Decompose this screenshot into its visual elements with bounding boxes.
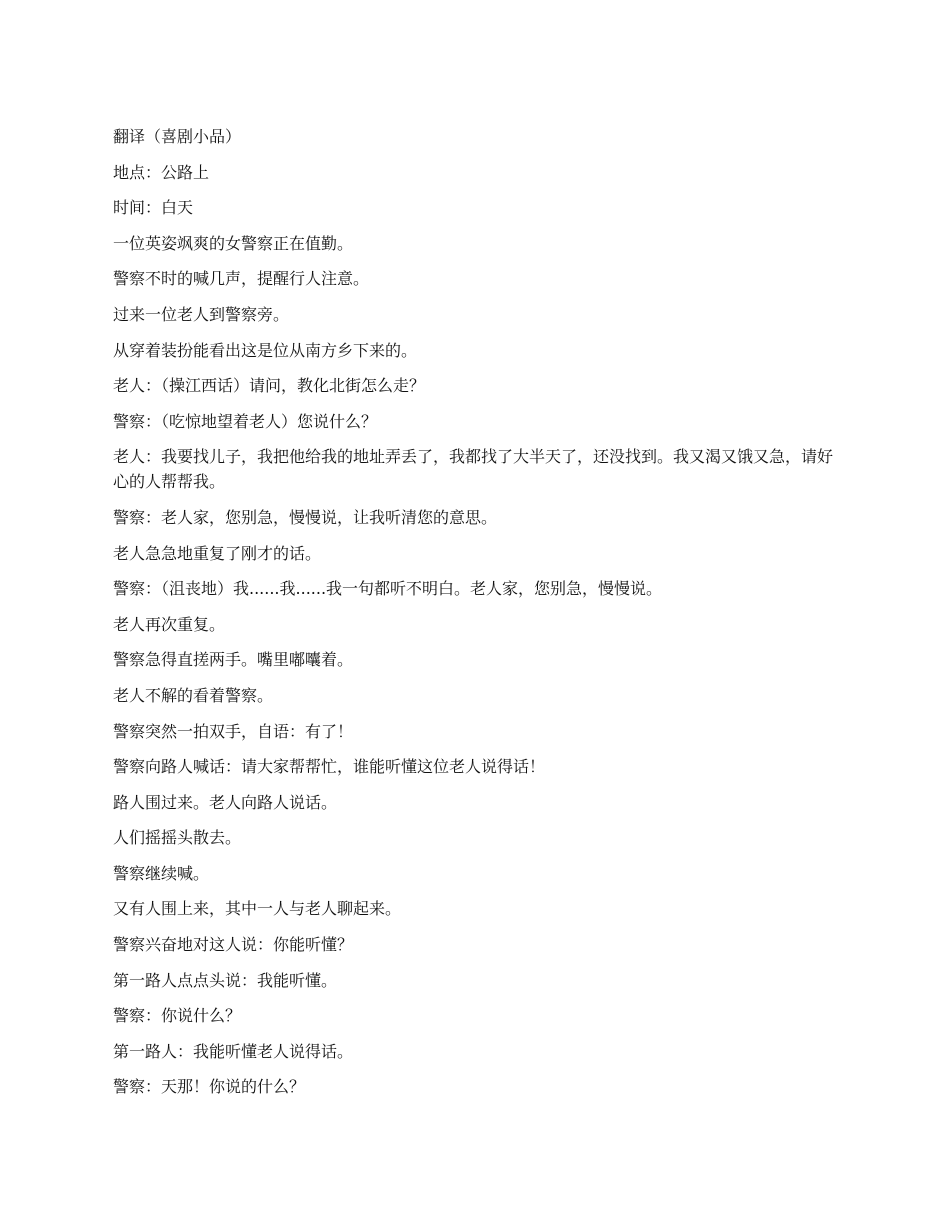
text-line: 警察继续喊。 [113,863,210,883]
document-body [113,124,843,1110]
text-line: 警察不时的喊几声，提醒行人注意。 [113,269,370,289]
text-line: 警察：（吃惊地望着老人）您说什么？ [113,411,378,431]
text-line: 时间：白天 [113,198,194,218]
text-line: 老人再次重复。 [113,614,226,634]
text-line: 警察突然一拍双手，自语：有了！ [113,721,354,741]
text-line: 警察向路人喊话：请大家帮帮忙，谁能听懂这位老人说得话！ [113,757,546,777]
text-line: 警察：天那！你说的什么？ [113,1077,306,1097]
text-line: 老人不解的看着警察。 [113,685,274,705]
text-line: 一位英姿飒爽的女警察正在值勤。 [113,233,354,253]
text-line: 警察：老人家，您别急，慢慢说，让我听清您的意思。 [113,507,498,527]
text-line: 老人急急地重复了刚才的话。 [113,543,322,563]
text-line: 又有人围上来，其中一人与老人聊起来。 [113,899,402,919]
text-line: 警察兴奋地对这人说：你能听懂？ [113,935,354,955]
text-line: 过来一位老人到警察旁。 [113,304,290,324]
text-line: 老人：我要找儿子，我把他给我的地址弄丢了，我都找了大半天了，还没找到。我又渴又饿又急，请好心的人帮帮我。 [113,447,834,492]
text-line: 第一路人点点头说：我能听懂。 [113,970,338,990]
document-title: 翻译（喜剧小品） [113,127,242,146]
text-line: 地点：公路上 [113,162,210,182]
text-line: 路人围过来。老人向路人说话。 [113,792,338,812]
text-line: 第一路人：我能听懂老人说得话。 [113,1041,354,1061]
text-line: 从穿着装扮能看出这是位从南方乡下来的。 [113,340,418,360]
text-line: 警察：（沮丧地）我......我......我一句都听不明白。老人家，您别急，慢慢说。 [113,579,663,599]
text-line: 警察：你说什么？ [113,1006,242,1026]
text-line: 老人：（操江西话）请问，教化北街怎么走？ [113,376,426,396]
text-line: 人们摇摇头散去。 [113,828,242,848]
text-line: 警察急得直搓两手。嘴里嘟囔着。 [113,650,354,670]
